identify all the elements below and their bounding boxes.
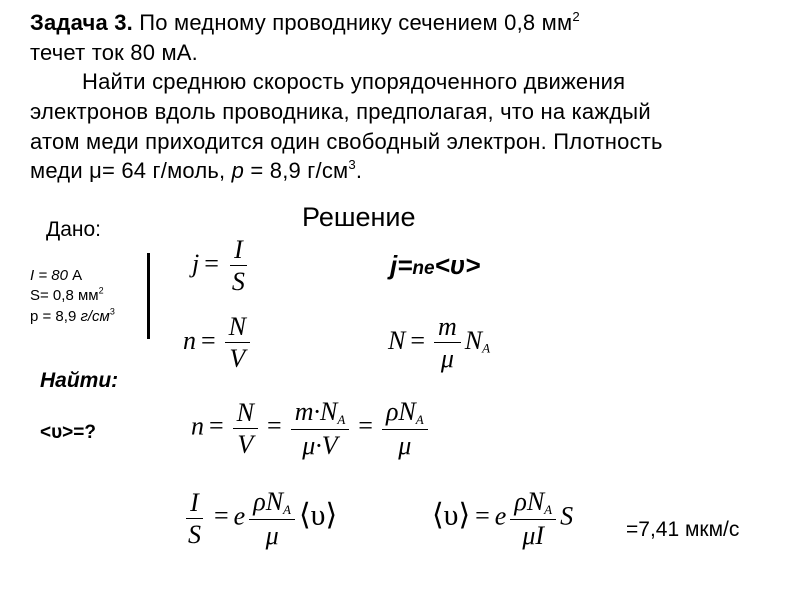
superscript: 2 [98, 285, 104, 296]
problem-text: По медному проводнику сечением 0,8 мм [139, 10, 573, 35]
formula-concentration: n = $\frac{N}{V}$ = $\frac{m\cdot N_A}{\mu\cdot V}$ = $\frac{\rho N_A}{\mu}$ [191, 398, 432, 459]
density-text-c: = 8,9 г/см [244, 158, 349, 184]
given-current-unit: А [67, 267, 83, 284]
given-list [30, 266, 115, 327]
given-current [30, 266, 115, 286]
solution-title: Решение [302, 202, 416, 232]
formula-current-over-section: $\frac{I}{S}$ = e $\frac{\rho N_A}{\mu}$ ⟨υ⟩ [188, 487, 338, 550]
problem-line-1 [30, 8, 780, 38]
density-symbol: p [231, 158, 245, 184]
problem-line-5: атом меди приходится один свободный электрон. Плотность [30, 128, 663, 154]
given-density-value: p = 8,9 [30, 307, 81, 325]
period: . [355, 158, 363, 184]
formula-j-equals-i-over-s: j = $\frac{I}{S}$ [192, 235, 245, 297]
formula-n-equals-n-over-v: n = $\frac{N}{V}$ [183, 313, 254, 373]
problem-line-3: Найти среднюю скорость упорядоченного движения [82, 69, 626, 95]
given-title: Дано: [46, 218, 102, 241]
find-title: Найти: [40, 369, 119, 392]
density-text-a: меди μ= 64 г/моль, [30, 158, 232, 184]
superscript: 3 [109, 306, 115, 317]
given-section-value: S= 0,8 мм [30, 287, 99, 305]
formula-ne: ne [412, 258, 435, 279]
superscript: 3 [348, 157, 356, 173]
answer-value: =7,41 мкм/с [626, 518, 740, 541]
problem-statement [30, 8, 780, 186]
find-value: <υ>=? [40, 422, 96, 443]
problem-line-4: электронов вдоль проводника, предполагая, что на каждый [30, 99, 651, 125]
formula-j: j= [390, 250, 413, 280]
problem-line-6 [30, 156, 780, 186]
given-section [30, 286, 115, 306]
formula-average-velocity: ⟨υ⟩ = e $\frac{\rho N_A}{\mu I}$ S [432, 487, 574, 550]
superscript: 2 [572, 8, 580, 24]
current-density-formula [390, 250, 480, 281]
formula-v: <υ> [434, 250, 481, 280]
problem-line-2: течет ток 80 мА. [30, 39, 198, 65]
given-density [30, 307, 115, 327]
given-current-value: I = 80 [30, 267, 68, 284]
formula-number-of-atoms: N = $\frac{m}{\mu}$ $N_A$ [388, 312, 491, 374]
given-density-unit: г/см [80, 307, 110, 325]
problem-title: Задача 3. [30, 10, 133, 35]
divider [147, 253, 150, 339]
